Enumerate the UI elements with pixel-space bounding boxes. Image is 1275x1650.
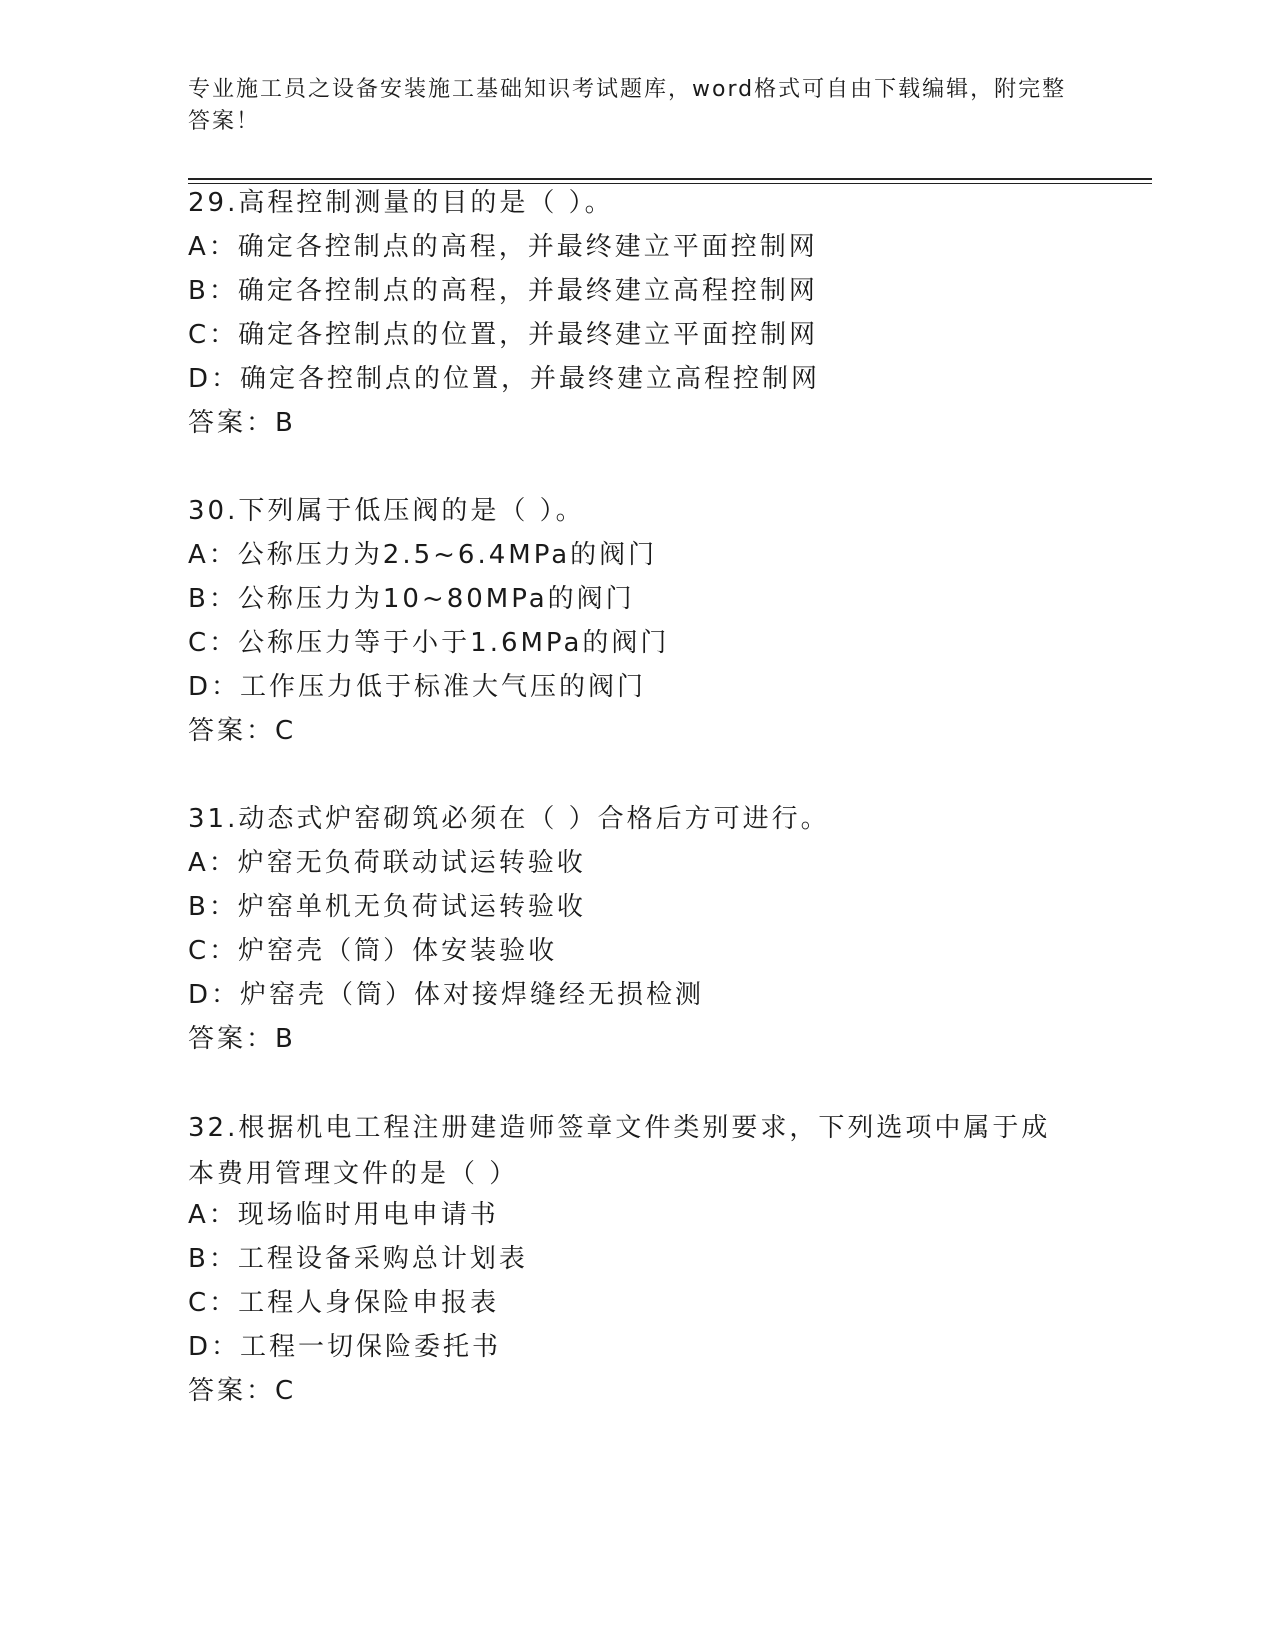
question-31-stem: 31.动态式炉窑砌筑必须在（ ）合格后方可进行。 (188, 804, 830, 834)
question-30-stem: 30.下列属于低压阀的是（ ）。 (188, 496, 585, 526)
question-29-answer: 答案：B (188, 408, 296, 438)
question-30-option-b: B：公称压力为10~80MPa的阀门 (188, 584, 635, 614)
question-30-option-a: A：公称压力为2.5~6.4MPa的阀门 (188, 540, 658, 570)
header-divider-thin (188, 183, 1152, 184)
question-29-option-b: B：确定各控制点的高程，并最终建立高程控制网 (188, 276, 818, 306)
question-31-option-b: B：炉窑单机无负荷试运转验收 (188, 892, 586, 922)
question-31-option-c: C：炉窑壳（筒）体安装验收 (188, 936, 558, 966)
question-29-option-d: D：确定各控制点的位置，并最终建立高程控制网 (188, 364, 821, 394)
question-32-answer: 答案：C (188, 1376, 297, 1406)
question-31-option-a: A：炉窑无负荷联动试运转验收 (188, 848, 586, 878)
question-30-answer: 答案：C (188, 716, 297, 746)
question-32-option-a: A：现场临时用电申请书 (188, 1200, 499, 1230)
question-29-option-c: C：确定各控制点的位置，并最终建立平面控制网 (188, 320, 819, 350)
question-31-option-d: D：炉窑壳（筒）体对接焊缝经无损检测 (188, 980, 705, 1010)
question-29-stem: 29.高程控制测量的目的是（ ）。 (188, 188, 614, 218)
question-32-option-c: C：工程人身保险申报表 (188, 1288, 500, 1318)
question-30-option-c: C：公称压力等于小于1.6MPa的阀门 (188, 628, 670, 658)
header-divider (188, 178, 1152, 180)
document-header: 专业施工员之设备安装施工基础知识考试题库，word格式可自由下载编辑，附完整答案！ (188, 77, 1067, 134)
question-32-option-d: D：工程一切保险委托书 (188, 1332, 502, 1362)
question-32-stem: 32.根据机电工程注册建造师签章文件类别要求，下列选项中属于成本费用管理文件的是（ ） (188, 1113, 1051, 1189)
question-30-option-d: D：工作压力低于标准大气压的阀门 (188, 672, 647, 702)
question-31-answer: 答案：B (188, 1024, 296, 1054)
question-32-option-b: B：工程设备采购总计划表 (188, 1244, 528, 1274)
question-29-option-a: A：确定各控制点的高程，并最终建立平面控制网 (188, 232, 818, 262)
